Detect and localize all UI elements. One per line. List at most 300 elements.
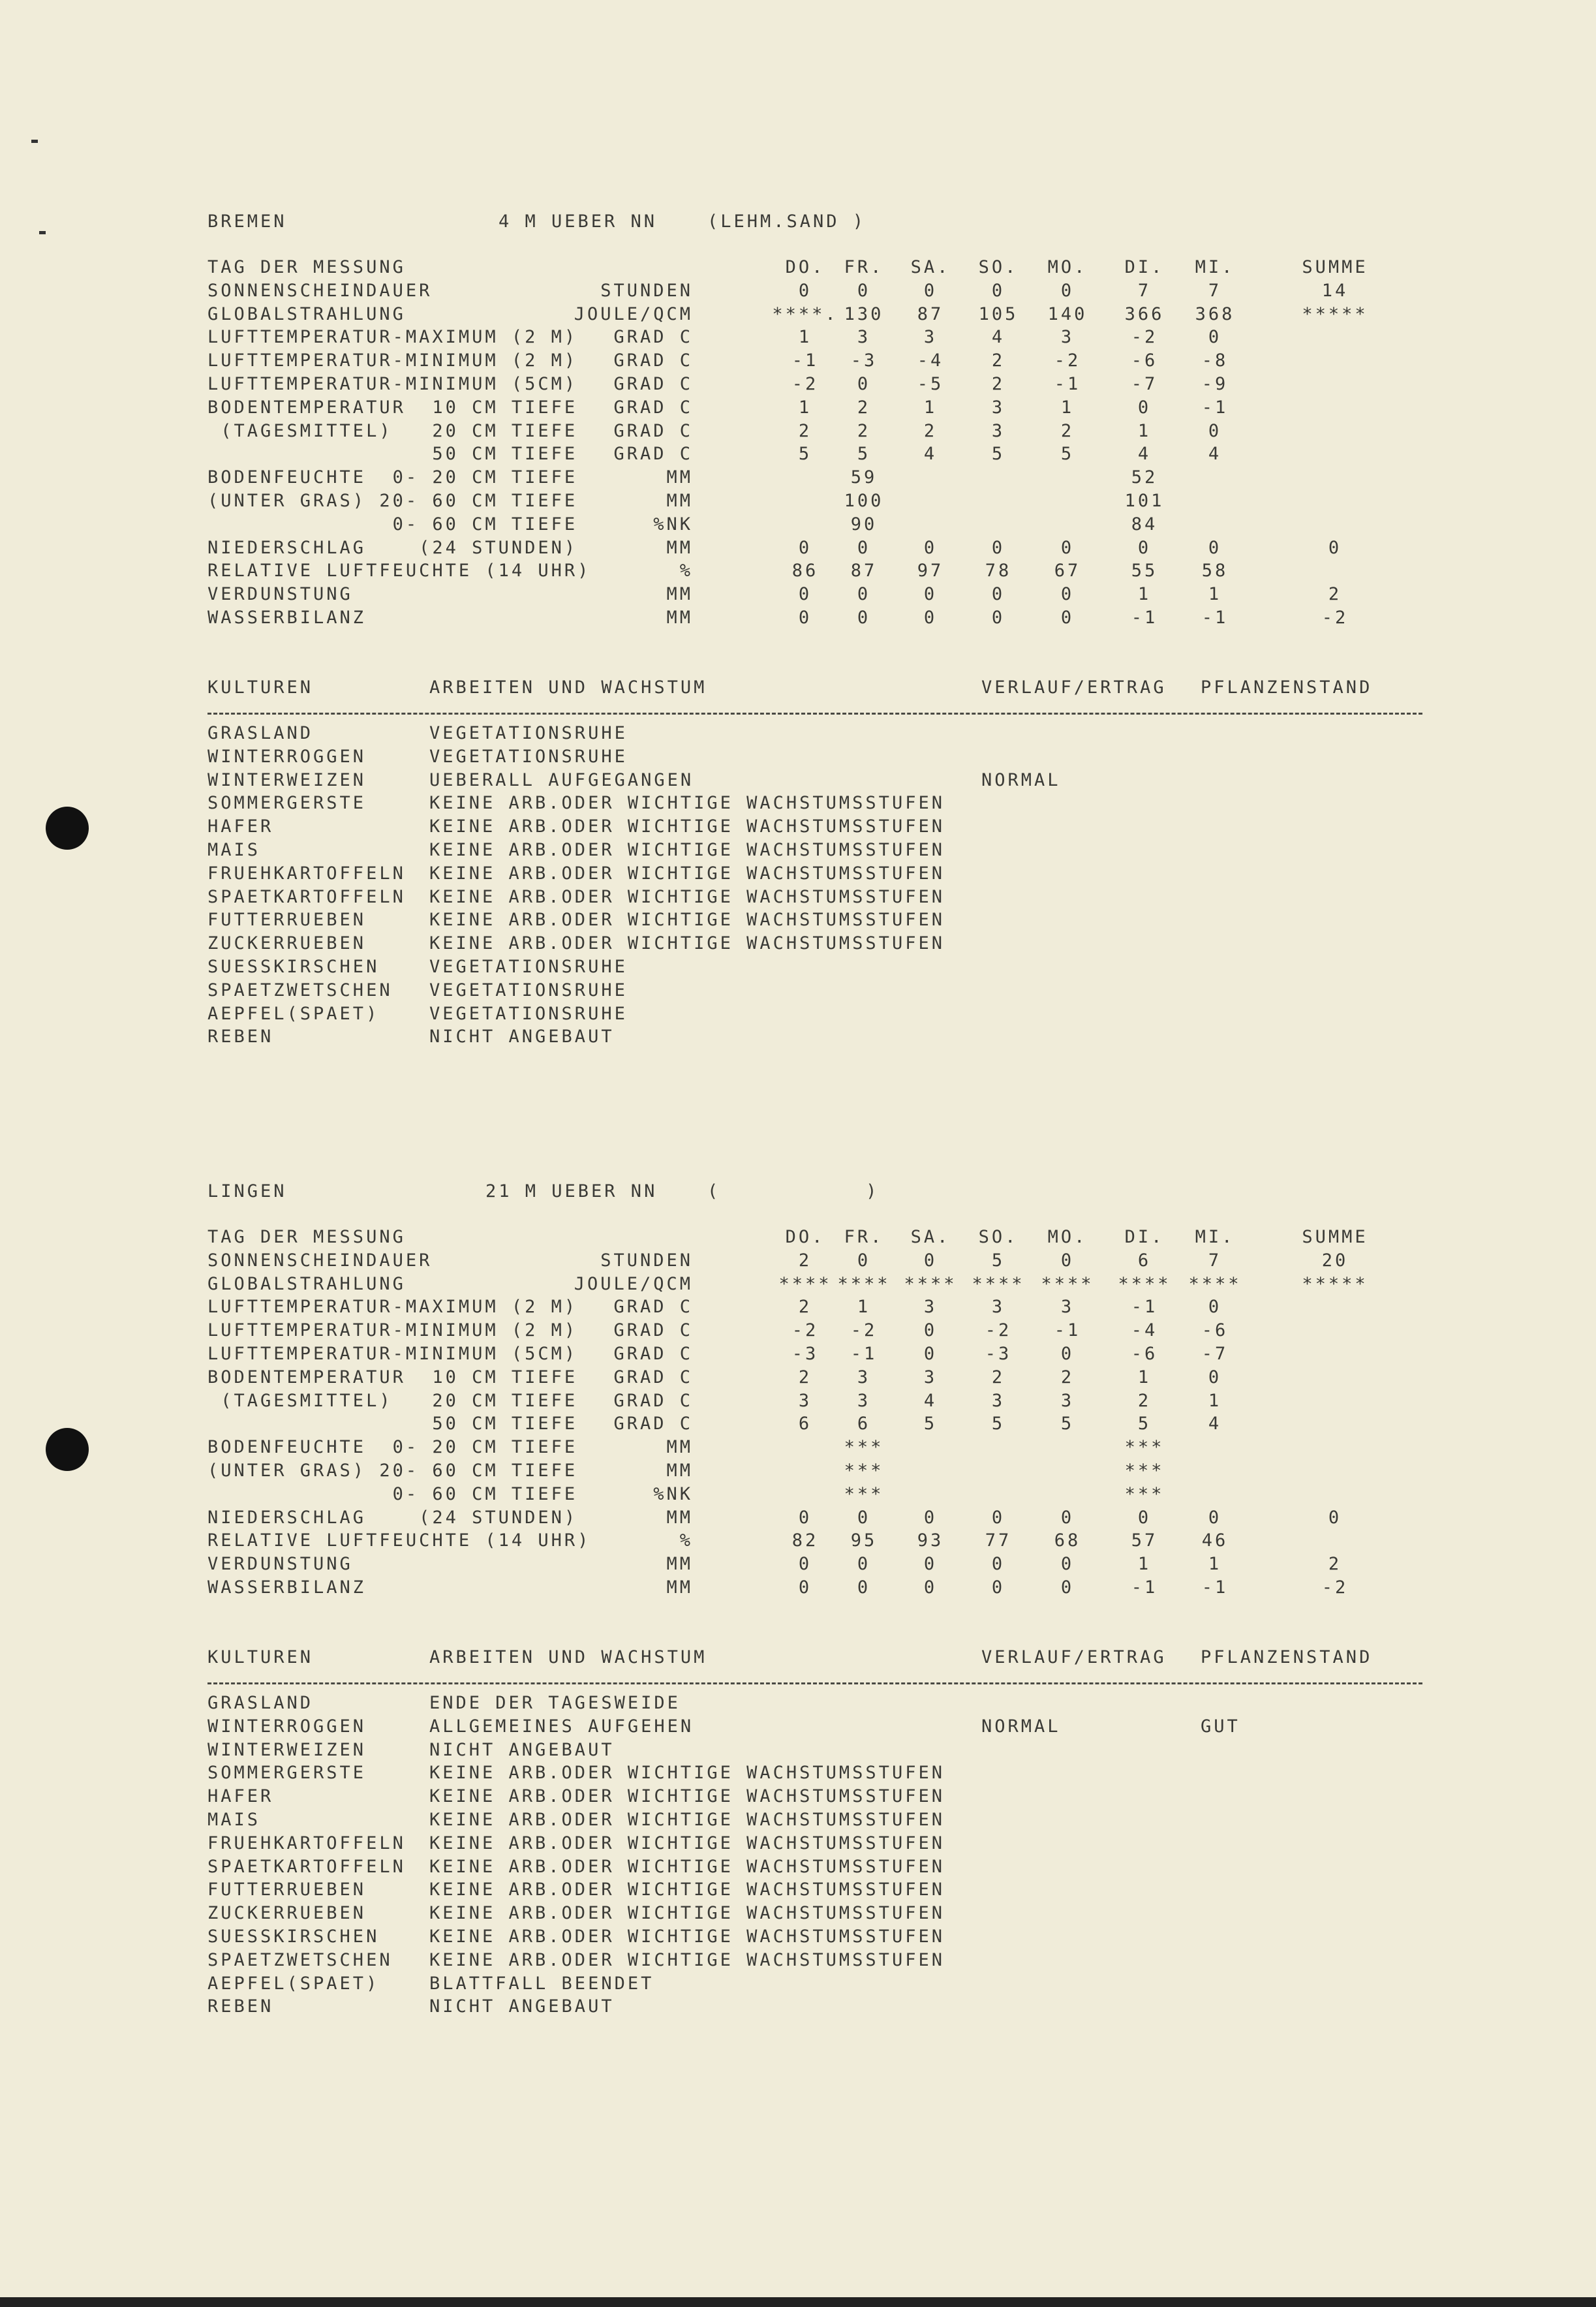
table-cell: -1 (1131, 1577, 1158, 1598)
crop-name: SUESSKIRSCHEN (207, 1927, 380, 1947)
sum-cell: -2 (1321, 1577, 1349, 1598)
table-cell: 77 (985, 1530, 1012, 1551)
table-cell: 5 (1060, 444, 1075, 465)
day-header: MO. (1047, 257, 1088, 277)
table-cell: 0 (857, 1554, 871, 1575)
crop-name: SPAETZWETSCHEN (207, 1949, 393, 1970)
table-cell: 140 (1047, 303, 1088, 324)
measurement-unit: MM (666, 467, 693, 488)
table-cell: -2 (1054, 350, 1081, 371)
table-cell: 0 (923, 608, 938, 628)
table-cell: 101 (1124, 491, 1165, 511)
table-cell: 2 (798, 1367, 812, 1387)
crops-header-pflanzenstand: PFLANZENSTAND (1201, 1647, 1373, 1667)
table-cell: 0 (1208, 420, 1222, 441)
crop-work: UEBERALL AUFGEGANGEN (429, 769, 694, 790)
crops-header-verlauf: VERLAUF/ERTRAG (981, 677, 1167, 698)
crops-header-kulturen: KULTUREN (207, 1647, 314, 1667)
sum-cell: 0 (1328, 1507, 1342, 1528)
table-cell: *** (1124, 1483, 1165, 1504)
table-cell: **** (972, 1273, 1025, 1294)
measurement-label: TAG DER MESSUNG (207, 257, 406, 277)
table-cell: 0 (923, 584, 938, 605)
day-header: DI. (1124, 1227, 1165, 1247)
crop-work: VEGETATIONSRUHE (429, 1003, 628, 1024)
table-cell: -7 (1201, 1344, 1229, 1364)
table-cell: 86 (791, 561, 819, 581)
measurement-unit: GRAD C (613, 374, 693, 394)
measurement-label: 50 CM TIEFE (207, 444, 578, 465)
table-cell: 95 (850, 1530, 878, 1551)
station-name: LINGEN (207, 1181, 287, 1201)
margin-mark (39, 231, 46, 234)
table-cell: 46 (1201, 1530, 1229, 1551)
table-cell: 0 (857, 537, 871, 558)
table-cell: 2 (991, 350, 1005, 371)
table-cell: 3 (798, 1390, 812, 1411)
measurement-label: LUFTTEMPERATUR-MAXIMUM (2 M) (207, 327, 578, 348)
station-name: BREMEN (207, 211, 287, 232)
summe-header: SUMME (1302, 1227, 1368, 1247)
crop-work: KEINE ARB.ODER WICHTIGE WACHSTUMSSTUFEN (429, 816, 945, 837)
table-cell: 0 (1208, 1367, 1222, 1387)
table-cell: 0 (798, 1507, 812, 1528)
table-cell: -3 (791, 1344, 819, 1364)
table-cell: 0 (798, 608, 812, 628)
table-cell: 1 (1208, 1554, 1222, 1575)
crop-name: SOMMERGERSTE (207, 1763, 367, 1784)
table-cell: 0 (857, 1250, 871, 1271)
day-header: DO. (785, 257, 825, 277)
table-cell: 0 (798, 584, 812, 605)
table-cell: 2 (857, 420, 871, 441)
table-cell: 90 (850, 514, 878, 534)
table-cell: 2 (1060, 1367, 1075, 1387)
crop-work: KEINE ARB.ODER WICHTIGE WACHSTUMSSTUFEN (429, 840, 945, 860)
table-cell: 5 (991, 1250, 1005, 1271)
measurement-label: BODENFEUCHTE 0- 20 CM TIEFE (207, 467, 578, 488)
crop-work: NICHT ANGEBAUT (429, 1027, 615, 1047)
measurement-unit: GRAD C (613, 420, 693, 441)
day-header: SO. (978, 257, 1019, 277)
table-cell: -3 (850, 350, 878, 371)
sum-cell: ***** (1302, 1273, 1368, 1294)
table-cell: 52 (1131, 467, 1158, 488)
table-cell: 3 (857, 1390, 871, 1411)
crop-work: KEINE ARB.ODER WICHTIGE WACHSTUMSSTUFEN (429, 933, 945, 954)
table-cell: -6 (1131, 1344, 1158, 1364)
crops-header-kulturen: KULTUREN (207, 677, 314, 698)
table-cell: 1 (1208, 1390, 1222, 1411)
crop-work: KEINE ARB.ODER WICHTIGE WACHSTUMSSTUFEN (429, 793, 945, 814)
measurement-label: GLOBALSTRAHLUNG (207, 1273, 406, 1294)
table-cell: *** (844, 1437, 884, 1458)
summe-header: SUMME (1302, 257, 1368, 277)
table-cell: 0 (1060, 1250, 1075, 1271)
table-cell: -4 (1131, 1320, 1158, 1341)
table-cell: **** (837, 1273, 891, 1294)
table-cell: 130 (844, 303, 884, 324)
table-cell: 87 (917, 303, 944, 324)
crop-verlauf: NORMAL (981, 769, 1061, 790)
crop-name: ZUCKERRUEBEN (207, 933, 367, 954)
crop-work: ALLGEMEINES AUFGEHEN (429, 1716, 694, 1737)
table-cell: 0 (1060, 1554, 1075, 1575)
measurement-unit: % (679, 1530, 693, 1551)
table-cell: 2 (991, 1367, 1005, 1387)
table-cell: 0 (1208, 1297, 1222, 1318)
measurement-label: 0- 60 CM TIEFE (207, 1483, 578, 1504)
table-cell: *** (1124, 1437, 1165, 1458)
table-cell: 2 (798, 1250, 812, 1271)
table-cell: 0 (923, 537, 938, 558)
table-cell: 5 (991, 1414, 1005, 1434)
measurement-label: WASSERBILANZ (207, 608, 367, 628)
table-cell: 3 (991, 420, 1005, 441)
day-header: MI. (1195, 1227, 1235, 1247)
table-cell: 1 (1137, 1554, 1152, 1575)
crop-name: WINTERWEIZEN (207, 1739, 367, 1760)
table-cell: 0 (857, 608, 871, 628)
sum-cell: ***** (1302, 303, 1368, 324)
crop-work: KEINE ARB.ODER WICHTIGE WACHSTUMSSTUFEN (429, 1763, 945, 1784)
table-cell: **** (778, 1273, 832, 1294)
measurement-label: NIEDERSCHLAG (24 STUNDEN) (207, 1507, 578, 1528)
day-header: DO. (785, 1227, 825, 1247)
measurement-label: LUFTTEMPERATUR-MINIMUM (2 M) (207, 350, 578, 371)
table-cell: 1 (1060, 397, 1075, 418)
table-cell: 1 (857, 1297, 871, 1318)
table-cell: 6 (857, 1414, 871, 1434)
crop-work: VEGETATIONSRUHE (429, 980, 628, 1000)
table-cell: 1 (1137, 584, 1152, 605)
table-cell: 0 (1208, 1507, 1222, 1528)
crop-work: BLATTFALL BEENDET (429, 1973, 654, 1994)
table-cell: 0 (1060, 1507, 1075, 1528)
table-cell: 0 (1060, 1577, 1075, 1598)
crop-name: SOMMERGERSTE (207, 793, 367, 814)
table-cell: 0 (857, 584, 871, 605)
table-cell: -6 (1201, 1320, 1229, 1341)
crop-name: WINTERWEIZEN (207, 769, 367, 790)
table-cell: 0 (1060, 608, 1075, 628)
crops-header-pflanzenstand: PFLANZENSTAND (1201, 677, 1373, 698)
measurement-label: BODENTEMPERATUR 10 CM TIEFE (207, 1367, 578, 1387)
crop-work: ENDE DER TAGESWEIDE (429, 1693, 681, 1713)
measurement-unit: MM (666, 491, 693, 511)
measurement-label: (UNTER GRAS) 20- 60 CM TIEFE (207, 1461, 578, 1481)
station-elevation: 21 M UEBER NN (485, 1181, 658, 1201)
table-cell: -2 (791, 374, 819, 394)
crops-header-arbeiten: ARBEITEN UND WACHSTUM (429, 677, 707, 698)
table-cell: **** (1118, 1273, 1171, 1294)
table-cell: 82 (791, 1530, 819, 1551)
table-cell: 1 (798, 397, 812, 418)
table-cell: -1 (1201, 1577, 1229, 1598)
table-cell: 87 (850, 561, 878, 581)
measurement-label: (TAGESMITTEL) 20 CM TIEFE (207, 1390, 578, 1411)
table-cell: 2 (1137, 1390, 1152, 1411)
measurement-unit: GRAD C (613, 444, 693, 465)
punch-hole (46, 1428, 89, 1471)
measurement-label: SONNENSCHEINDAUER (207, 280, 433, 301)
table-cell: 0 (1137, 397, 1152, 418)
table-cell: 368 (1195, 303, 1235, 324)
crop-name: AEPFEL(SPAET) (207, 1973, 380, 1994)
table-cell: -1 (850, 1344, 878, 1364)
crop-stand: GUT (1201, 1716, 1240, 1737)
table-cell: 2 (991, 374, 1005, 394)
table-cell: 1 (1137, 1367, 1152, 1387)
measurement-unit: MM (666, 1461, 693, 1481)
table-cell: 4 (1137, 444, 1152, 465)
table-cell: 2 (798, 1297, 812, 1318)
measurement-label: 0- 60 CM TIEFE (207, 514, 578, 534)
crop-name: REBEN (207, 1996, 274, 2017)
measurement-unit: %NK (653, 1483, 693, 1504)
crop-name: FRUEHKARTOFFELN (207, 1833, 406, 1853)
table-cell: -2 (791, 1320, 819, 1341)
crop-name: FUTTERRUEBEN (207, 910, 367, 931)
table-cell: -2 (1131, 327, 1158, 348)
table-cell: 5 (857, 444, 871, 465)
table-cell: -1 (791, 350, 819, 371)
measurement-unit: GRAD C (613, 350, 693, 371)
table-cell: 0 (923, 1554, 938, 1575)
sum-cell: 14 (1321, 280, 1349, 301)
crop-name: FUTTERRUEBEN (207, 1880, 367, 1900)
crop-name: SPAETKARTOFFELN (207, 886, 406, 907)
measurement-label: 50 CM TIEFE (207, 1414, 578, 1434)
crop-name: REBEN (207, 1027, 274, 1047)
table-cell: -1 (1054, 1320, 1081, 1341)
table-cell: -4 (917, 350, 944, 371)
crop-work: KEINE ARB.ODER WICHTIGE WACHSTUMSSTUFEN (429, 1880, 945, 1900)
crop-name: WINTERROGGEN (207, 1716, 367, 1737)
crop-name: AEPFEL(SPAET) (207, 1003, 380, 1024)
table-cell: 0 (923, 1507, 938, 1528)
measurement-label: TAG DER MESSUNG (207, 1227, 406, 1247)
measurement-unit: MM (666, 1507, 693, 1528)
measurement-unit: %NK (653, 514, 693, 534)
measurement-unit: STUNDEN (600, 280, 693, 301)
measurement-unit: % (679, 561, 693, 581)
crop-name: WINTERROGGEN (207, 746, 367, 767)
table-cell: 0 (991, 1554, 1005, 1575)
table-cell: 0 (857, 374, 871, 394)
crop-name: GRASLAND (207, 1693, 314, 1713)
day-header: SA. (910, 257, 951, 277)
crops-header-arbeiten: ARBEITEN UND WACHSTUM (429, 1647, 707, 1667)
crop-work: VEGETATIONSRUHE (429, 746, 628, 767)
measurement-unit: MM (666, 608, 693, 628)
table-cell: 0 (1060, 1344, 1075, 1364)
measurement-label: (TAGESMITTEL) 20 CM TIEFE (207, 420, 578, 441)
table-cell: 55 (1131, 561, 1158, 581)
table-cell: 0 (1208, 327, 1222, 348)
measurement-label: RELATIVE LUFTFEUCHTE (14 UHR) (207, 561, 591, 581)
table-cell: *** (1124, 1461, 1165, 1481)
crop-work: KEINE ARB.ODER WICHTIGE WACHSTUMSSTUFEN (429, 910, 945, 931)
measurement-label: LUFTTEMPERATUR-MINIMUM (2 M) (207, 1320, 578, 1341)
table-cell: -5 (917, 374, 944, 394)
table-cell: 93 (917, 1530, 944, 1551)
table-cell: 97 (917, 561, 944, 581)
table-cell: 5 (798, 444, 812, 465)
crop-name: MAIS (207, 840, 261, 860)
table-cell: 3 (923, 1367, 938, 1387)
measurement-unit: MM (666, 1577, 693, 1598)
sum-cell: 0 (1328, 537, 1342, 558)
table-cell: 3 (1060, 1390, 1075, 1411)
table-cell: 0 (991, 1507, 1005, 1528)
table-cell: -1 (1201, 608, 1229, 628)
table-cell: 4 (991, 327, 1005, 348)
table-cell: 0 (991, 608, 1005, 628)
table-cell: -1 (1201, 397, 1229, 418)
table-cell: 1 (798, 327, 812, 348)
measurement-unit: STUNDEN (600, 1250, 693, 1271)
measurement-label: RELATIVE LUFTFEUCHTE (14 UHR) (207, 1530, 591, 1551)
table-cell: 4 (923, 1390, 938, 1411)
table-cell: -1 (1131, 608, 1158, 628)
table-cell: 0 (857, 1577, 871, 1598)
table-cell: -3 (985, 1344, 1012, 1364)
table-cell: 57 (1131, 1530, 1158, 1551)
table-cell: 3 (923, 327, 938, 348)
measurement-label: GLOBALSTRAHLUNG (207, 303, 406, 324)
table-cell: 1 (1137, 420, 1152, 441)
crop-work: KEINE ARB.ODER WICHTIGE WACHSTUMSSTUFEN (429, 1833, 945, 1853)
table-cell: 59 (850, 467, 878, 488)
day-header: FR. (844, 257, 884, 277)
measurement-label: SONNENSCHEINDAUER (207, 1250, 433, 1271)
crop-work: KEINE ARB.ODER WICHTIGE WACHSTUMSSTUFEN (429, 1856, 945, 1877)
table-cell: 0 (798, 1577, 812, 1598)
table-cell: 6 (798, 1414, 812, 1434)
table-cell: 5 (1137, 1414, 1152, 1434)
table-cell: 3 (991, 1297, 1005, 1318)
crop-name: HAFER (207, 1786, 274, 1807)
measurement-unit: GRAD C (613, 1367, 693, 1387)
crop-work: KEINE ARB.ODER WICHTIGE WACHSTUMSSTUFEN (429, 1810, 945, 1830)
table-cell: *** (844, 1461, 884, 1481)
measurement-label: LUFTTEMPERATUR-MINIMUM (5CM) (207, 1344, 578, 1364)
table-cell: 2 (923, 420, 938, 441)
table-cell: 0 (1060, 537, 1075, 558)
crop-name: SUESSKIRSCHEN (207, 957, 380, 977)
measurement-unit: GRAD C (613, 397, 693, 418)
crop-name: ZUCKERRUEBEN (207, 1903, 367, 1924)
table-cell: 78 (985, 561, 1012, 581)
station-elevation: 4 M UEBER NN (499, 211, 658, 232)
sum-cell: 2 (1328, 1554, 1342, 1575)
table-cell: 7 (1208, 1250, 1222, 1271)
table-cell: 68 (1054, 1530, 1081, 1551)
day-header: MI. (1195, 257, 1235, 277)
crop-work: VEGETATIONSRUHE (429, 723, 628, 743)
table-cell: 0 (991, 280, 1005, 301)
table-cell: -1 (1131, 1297, 1158, 1318)
table-cell: 0 (923, 1577, 938, 1598)
table-cell: 0 (991, 1577, 1005, 1598)
table-cell: -9 (1201, 374, 1229, 394)
table-cell: 1 (923, 397, 938, 418)
crop-name: HAFER (207, 816, 274, 837)
table-cell: -8 (1201, 350, 1229, 371)
measurement-unit: GRAD C (613, 1414, 693, 1434)
measurement-unit: MM (666, 584, 693, 605)
dashed-divider (207, 1682, 1422, 1684)
table-cell: 67 (1054, 561, 1081, 581)
punch-hole (46, 807, 89, 850)
table-cell: ****. (772, 303, 838, 324)
table-cell: -7 (1131, 374, 1158, 394)
measurement-unit: JOULE/QCM (574, 1273, 693, 1294)
measurement-unit: MM (666, 537, 693, 558)
sum-cell: -2 (1321, 608, 1349, 628)
measurement-label: VERDUNSTUNG (207, 1554, 353, 1575)
measurement-label: VERDUNSTUNG (207, 584, 353, 605)
table-cell: 2 (1060, 420, 1075, 441)
table-cell: 4 (1208, 1414, 1222, 1434)
crop-work: KEINE ARB.ODER WICHTIGE WACHSTUMSSTUFEN (429, 1786, 945, 1807)
table-cell: 5 (1060, 1414, 1075, 1434)
measurement-label: WASSERBILANZ (207, 1577, 367, 1598)
measurement-label: LUFTTEMPERATUR-MAXIMUM (2 M) (207, 1297, 578, 1318)
table-cell: 3 (1060, 327, 1075, 348)
scan-edge (0, 2297, 1596, 2307)
crop-work: NICHT ANGEBAUT (429, 1996, 615, 2017)
table-cell: *** (844, 1483, 884, 1504)
crop-work: KEINE ARB.ODER WICHTIGE WACHSTUMSSTUFEN (429, 886, 945, 907)
table-cell: 0 (923, 1250, 938, 1271)
day-header: FR. (844, 1227, 884, 1247)
table-cell: 0 (923, 1344, 938, 1364)
table-cell: -2 (985, 1320, 1012, 1341)
table-cell: 7 (1208, 280, 1222, 301)
measurement-label: LUFTTEMPERATUR-MINIMUM (5CM) (207, 374, 578, 394)
measurement-unit: GRAD C (613, 1320, 693, 1341)
measurement-label: (UNTER GRAS) 20- 60 CM TIEFE (207, 491, 578, 511)
table-cell: 7 (1137, 280, 1152, 301)
margin-mark (31, 140, 38, 143)
table-cell: 105 (978, 303, 1019, 324)
crop-verlauf: NORMAL (981, 1716, 1061, 1737)
measurement-label: NIEDERSCHLAG (24 STUNDEN) (207, 537, 578, 558)
table-cell: 0 (923, 280, 938, 301)
crop-name: FRUEHKARTOFFELN (207, 863, 406, 884)
measurement-unit: GRAD C (613, 1390, 693, 1411)
table-cell: 5 (923, 1414, 938, 1434)
measurement-unit: GRAD C (613, 327, 693, 348)
measurement-unit: MM (666, 1437, 693, 1458)
table-cell: 84 (1131, 514, 1158, 534)
table-cell: 0 (991, 584, 1005, 605)
table-cell: 0 (923, 1320, 938, 1341)
crop-work: KEINE ARB.ODER WICHTIGE WACHSTUMSSTUFEN (429, 1903, 945, 1924)
table-cell: -1 (1054, 374, 1081, 394)
table-cell: 6 (1137, 1250, 1152, 1271)
crop-name: MAIS (207, 1810, 261, 1830)
crop-work: VEGETATIONSRUHE (429, 957, 628, 977)
table-cell: 4 (923, 444, 938, 465)
measurement-unit: GRAD C (613, 1344, 693, 1364)
crop-work: KEINE ARB.ODER WICHTIGE WACHSTUMSSTUFEN (429, 1927, 945, 1947)
table-cell: 58 (1201, 561, 1229, 581)
table-cell: 0 (798, 537, 812, 558)
table-cell: **** (904, 1273, 957, 1294)
